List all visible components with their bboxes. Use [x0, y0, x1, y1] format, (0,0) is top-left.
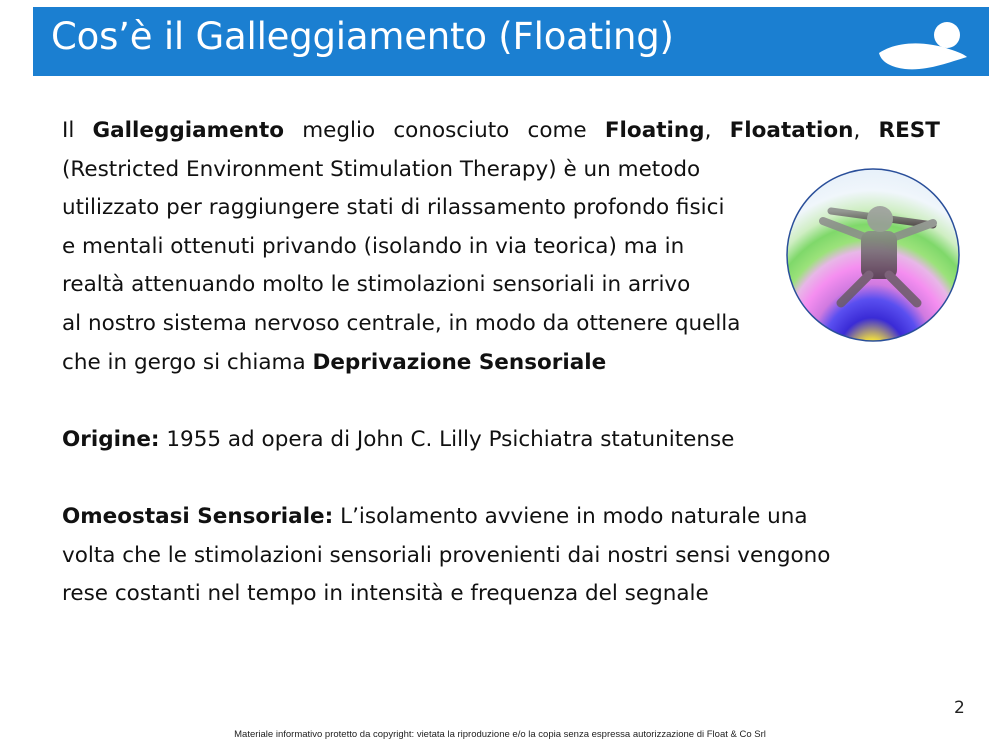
intro-line-2: (Restricted Environment Stimulation Therapy) è un metodo — [62, 156, 701, 182]
homeostasis-line-2: volta che le stimolazioni sensoriali provenienti dai nostri sensi vengono — [62, 542, 831, 568]
floating-figure-icon — [783, 151, 961, 359]
term-galleggiamento: Galleggiamento — [92, 118, 285, 143]
intro-word: conosciuto — [393, 118, 510, 143]
slide-header — [33, 7, 989, 76]
copyright-footer: Materiale informativo protetto da copyright: vietata la riproduzione e/o la copia senza espressa autorizzazione di Float & Co Srl — [234, 729, 766, 740]
intro-line-5: realtà attenuando molto le stimolazioni sensoriali in arrivo — [62, 272, 691, 298]
terms-group — [605, 112, 712, 151]
intro-line-4: e mentali ottenuti privando (isolando in via teorica) ma in — [62, 233, 685, 259]
origin-line — [62, 421, 940, 460]
origin-label: Origine: — [62, 426, 160, 452]
homeostasis-paragraph — [62, 498, 940, 614]
intro-line-7-text: che in gergo si chiama — [62, 349, 313, 375]
origin-paragraph — [62, 421, 940, 460]
terms-group — [730, 112, 861, 151]
page-number: 2 — [954, 698, 965, 718]
origin-text: 1955 ad opera di John C. Lilly Psichiatra statunitense — [159, 426, 735, 452]
term-floating: Floating — [604, 118, 705, 143]
term-floatation: Floatation — [729, 118, 854, 143]
float-logo-icon — [877, 19, 967, 71]
homeostasis-line-1 — [62, 498, 940, 537]
intro-word: come — [527, 118, 587, 143]
comma: , — [853, 118, 861, 143]
intro-word: meglio — [302, 118, 376, 143]
intro-line-6: al nostro sistema nervoso centrale, in modo da ottenere quella — [62, 310, 741, 336]
homeostasis-line-3: rese costanti nel tempo in intensità e frequenza del segnale — [62, 581, 709, 607]
slide-title: Cos’è il Galleggiamento (Floating) — [51, 15, 674, 58]
intro-word: Il — [62, 118, 75, 143]
comma: , — [704, 118, 712, 143]
term-deprivazione-sensoriale: Deprivazione Sensoriale — [312, 349, 607, 375]
intro-line-1 — [62, 112, 940, 151]
term-rest: REST — [878, 118, 940, 143]
homeostasis-text: L’isolamento avviene in modo naturale una — [333, 503, 808, 529]
intro-line-3: utilizzato per raggiungere stati di rilassamento profondo fisici — [62, 195, 725, 221]
homeostasis-label: Omeostasi Sensoriale: — [62, 503, 334, 529]
